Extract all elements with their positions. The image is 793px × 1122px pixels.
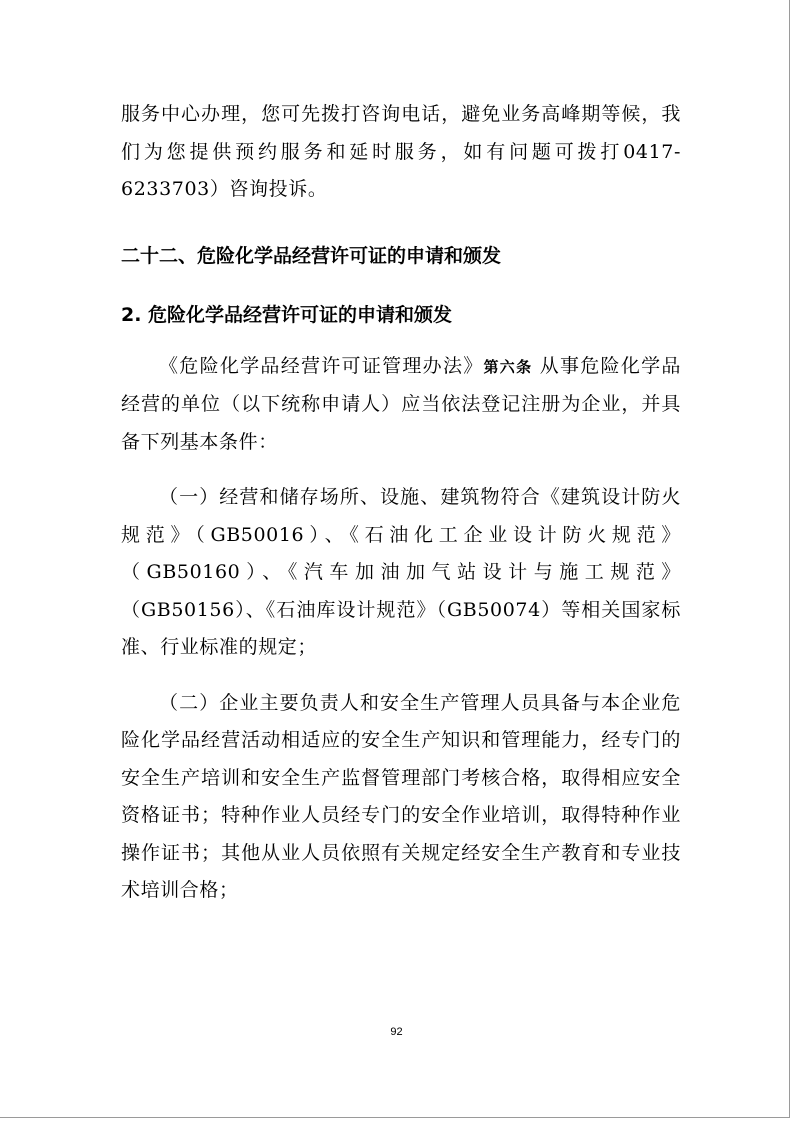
intro-paragraph: 服务中心办理，您可先拨打咨询电话，避免业务高峰期等候，我们为您提供预约服务和延时服务，如有问题可拨打0417-6233703）咨询投诉。 [121,103,681,200]
page-number: 92 [390,1026,403,1038]
document-body [121,96,681,910]
subsection-heading: 2. 危险化学品经营许可证的申请和颁发 [121,303,453,326]
condition-1-paragraph: （一）经营和储存场所、设施、建筑物符合《建筑设计防火规范》（GB50016）、《石油化工企业设计防火规范》（GB50160）、《汽车加油加气站设计与施工规范》（GB50156）、《石油库设计规范》（GB50074）等相关国家标准、行业标准的规定； [121,486,681,658]
article-text: 从事危险化学品经营的单位（以下统称申请人）应当依法登记注册为企业，并具备下列基本条件： [121,354,681,453]
article-paragraph [121,348,681,462]
condition-2-paragraph: （二）企业主要负责人和安全生产管理人员具备与本企业危险化学品经营活动相适应的安全生产知识和管理能力，经专门的安全生产培训和安全生产监督管理部门考核合格，取得相应安全资格证书；特种作业人员经专门的安全作业培训，取得特种作业操作证书；其他从业人员依照有关规定经安全生产教育和专业技术培训合格； [121,691,681,901]
section-heading: 二十二、危险化学品经营许可证的申请和颁发 [121,244,502,267]
article-clause: 第六条 [483,357,533,376]
regulation-title: 《危险化学品经营许可证管理办法》 [159,354,484,377]
